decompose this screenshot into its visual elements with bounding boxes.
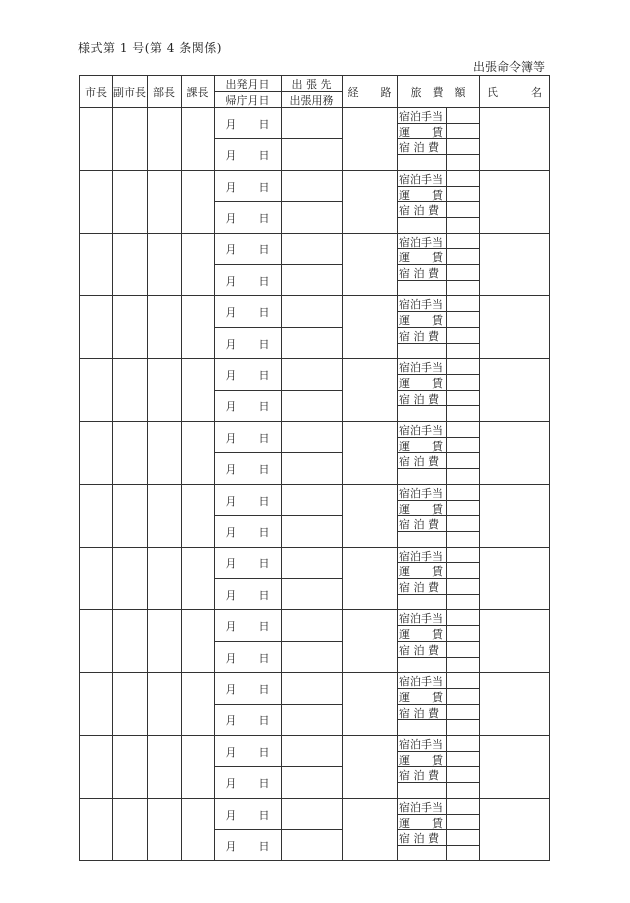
expense-item-label: 宿泊手当 [399,361,443,375]
header-return-date: 帰庁月日 [225,93,270,107]
departure-date-cell: 月 日 [225,180,270,194]
expense-item-label: 宿 泊 費 [399,581,439,594]
expense-item-label: 運 賃 [399,816,443,830]
return-date-cell: 月 日 [225,777,270,791]
row-separator [80,672,549,673]
row-separator [80,233,549,234]
return-date-cell: 月 日 [225,400,270,414]
row-midline [214,704,342,705]
expense-item-label: 運 賃 [399,125,443,139]
expense-item-label: 運 賃 [399,188,443,202]
header-travel-expenses: 旅 費 額 [410,85,466,99]
expense-item-label: 宿 泊 費 [399,643,439,657]
row-midline [214,390,342,391]
row-separator [80,609,549,610]
row-midline [214,829,342,830]
expense-item-label: 宿 泊 費 [399,141,439,155]
header-purpose: 出張用務 [289,93,334,107]
header-deputy-mayor: 副市長 [113,85,146,99]
departure-date-cell: 月 日 [225,557,270,571]
expense-item-label: 運 賃 [399,565,443,579]
header-route: 経 路 [347,85,392,99]
expense-item-label: 宿泊手当 [399,612,443,626]
expense-item-label: 宿 泊 費 [399,769,439,783]
departure-date-cell: 月 日 [225,243,270,257]
row-separator [80,170,549,171]
expense-item-label: 宿泊手当 [399,298,443,312]
row-midline [214,452,342,453]
document-title: 出張命令簿等 [472,60,545,74]
return-date-cell: 月 日 [225,211,270,225]
departure-date-cell: 月 日 [225,368,270,382]
expense-item-label: 宿泊手当 [399,424,443,437]
return-date-cell: 月 日 [225,274,270,288]
expense-item-label: 運 賃 [399,439,443,453]
col-line [479,76,480,860]
row-midline [214,578,342,579]
row-midline [214,515,342,516]
expense-item-label: 宿 泊 費 [399,455,439,469]
return-date-cell: 月 日 [225,588,270,602]
header-department-head: 部長 [153,85,175,99]
header-departure-date: 出発月日 [225,77,270,91]
row-separator [80,484,549,485]
header-split-line [214,91,342,92]
row-midline [214,766,342,767]
expense-item-label: 運 賃 [399,502,443,516]
expense-item-label: 宿泊手当 [399,172,443,186]
expense-item-label: 宿 泊 費 [399,706,439,720]
row-midline [214,201,342,202]
row-midline [214,641,342,642]
departure-date-cell: 月 日 [225,745,270,759]
departure-date-cell: 月 日 [225,682,270,696]
expense-item-label: 宿 泊 費 [399,518,439,532]
expense-item-label: 宿泊手当 [399,800,443,814]
departure-date-cell: 月 日 [225,431,270,445]
header-mayor: 市長 [85,85,107,99]
expense-item-label: 宿泊手当 [399,110,443,123]
return-date-cell: 月 日 [225,463,270,477]
expense-item-label: 宿泊手当 [399,235,443,249]
expense-item-label: 運 賃 [399,251,443,265]
expense-item-label: 運 賃 [399,628,443,642]
header-name: 氏 名 [487,85,542,99]
return-date-cell: 月 日 [225,149,270,163]
expense-item-label: 運 賃 [399,376,443,390]
row-separator [80,421,549,422]
form-number: 様式第 1 号(第 4 条関係) [78,41,222,55]
col-line [181,76,182,860]
row-separator [80,547,549,548]
expense-item-label: 運 賃 [399,314,443,328]
expense-item-label: 運 賃 [399,753,443,767]
expense-item-label: 宿 泊 費 [399,204,439,218]
expense-item-label: 宿 泊 費 [399,392,439,406]
travel-order-table [79,75,550,861]
header-bottom-line [80,107,549,108]
header-destination: 出 張 先 [291,77,332,91]
row-separator [80,735,549,736]
expense-item-label: 宿泊手当 [399,486,443,500]
col-line [112,76,113,860]
row-midline [214,327,342,328]
departure-date-cell: 月 日 [225,620,270,634]
return-date-cell: 月 日 [225,525,270,539]
expense-item-label: 宿泊手当 [399,738,443,751]
row-midline [214,264,342,265]
col-line [281,76,282,860]
row-separator [80,358,549,359]
departure-date-cell: 月 日 [225,808,270,822]
expense-item-label: 宿 泊 費 [399,329,439,343]
return-date-cell: 月 日 [225,651,270,665]
expense-item-label: 宿 泊 費 [399,267,439,280]
return-date-cell: 月 日 [225,714,270,728]
departure-date-cell: 月 日 [225,494,270,508]
return-date-cell: 月 日 [225,839,270,853]
row-separator [80,295,549,296]
return-date-cell: 月 日 [225,337,270,351]
departure-date-cell: 月 日 [225,306,270,320]
row-midline [214,138,342,139]
col-line [342,76,343,860]
row-separator [80,798,549,799]
col-line [147,76,148,860]
expense-item-label: 宿泊手当 [399,549,443,563]
expense-item-label: 運 賃 [399,690,443,704]
expense-item-label: 宿泊手当 [399,675,443,689]
expense-item-label: 宿 泊 費 [399,832,439,846]
header-section-head: 課長 [186,85,209,99]
departure-date-cell: 月 日 [225,117,270,131]
